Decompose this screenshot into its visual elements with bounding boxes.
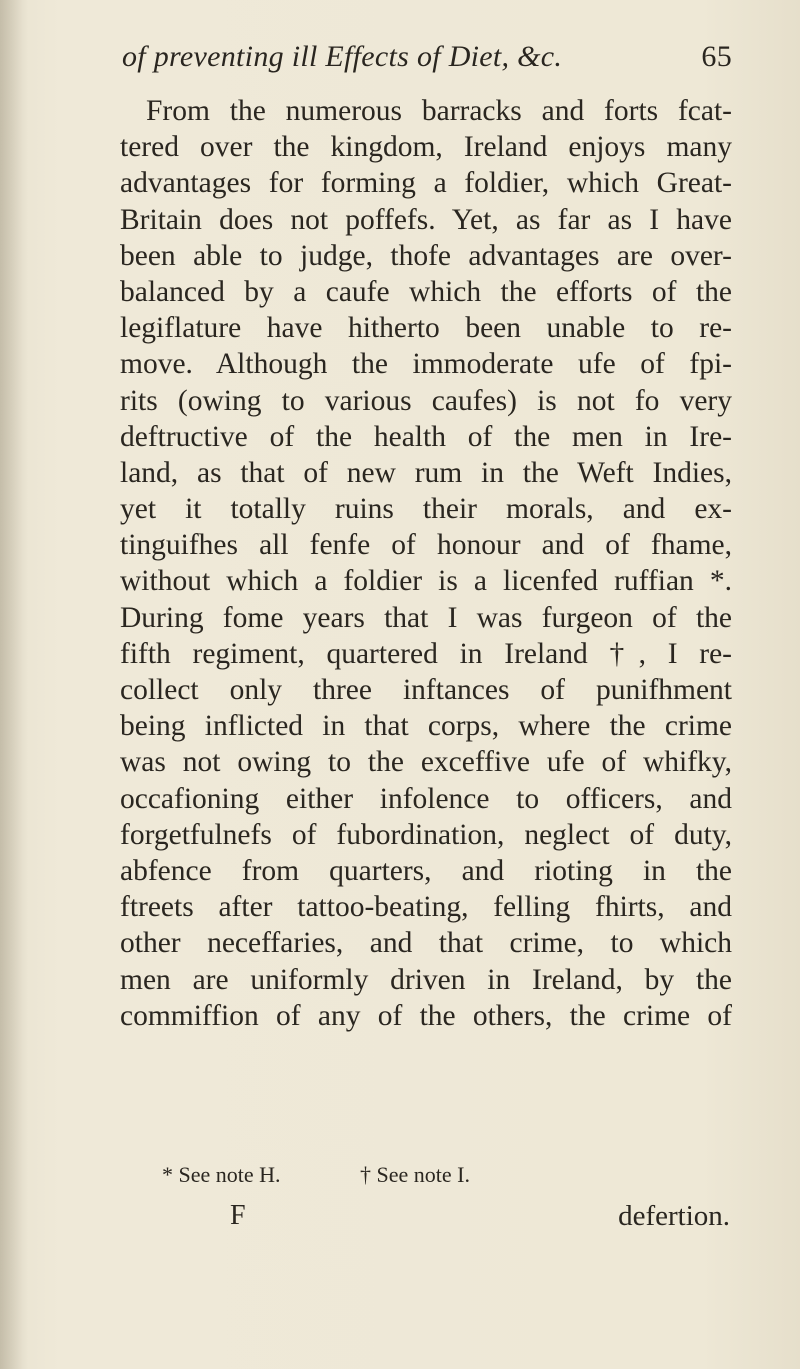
- footnote-i: † See note I.: [360, 1162, 470, 1187]
- text-line: fifth regiment, quartered in Ireland †, I re-: [120, 637, 732, 670]
- text-line: occafioning either infolence to officers, and: [120, 782, 732, 815]
- text-line: other neceffaries, and that crime, to which: [120, 927, 732, 960]
- text-line: without which a foldier is a licenfed ruffian *.: [120, 565, 732, 598]
- text-line: legiflature have hitherto been unable to re-: [120, 312, 732, 345]
- catchword: defertion.: [618, 1200, 730, 1232]
- footnote-h: * See note H.: [162, 1162, 281, 1187]
- text-line: tered over the kingdom, Ireland enjoys many: [120, 131, 732, 164]
- text-line: deftructive of the health of the men in Ire-: [120, 420, 732, 453]
- text-line: yet it totally ruins their morals, and ex-: [120, 493, 732, 526]
- text-line: land, as that of new rum in the Weft Indies,: [120, 456, 732, 489]
- text-line: men are uniformly driven in Ireland, by the: [120, 963, 732, 996]
- text-line: being inflicted in that corps, where the crime: [120, 710, 732, 743]
- gutter-shadow: [0, 0, 28, 1369]
- running-head: [122, 40, 732, 86]
- text-line: balanced by a caufe which the efforts of the: [120, 275, 732, 308]
- text-line: From the numerous barracks and forts fcat-: [146, 95, 732, 127]
- text-line: move. Although the immoderate ufe of fpi-: [120, 348, 732, 381]
- text-line: advantages for forming a foldier, which Great-: [120, 167, 732, 200]
- text-line: rits (owing to various caufes) is not fo very: [120, 384, 732, 417]
- text-line: collect only three inftances of punifhment: [120, 674, 732, 706]
- text-line: was not owing to the exceffive ufe of whifky,: [120, 746, 732, 779]
- text-line: During fome years that I was furgeon of the: [120, 601, 732, 634]
- body-text: [120, 93, 732, 1034]
- text-line: been able to judge, thofe advantages are over-: [120, 239, 732, 272]
- text-line: Britain does not poffefs. Yet, as far as I have: [120, 203, 732, 236]
- text-line: commiffion of any of the others, the crime of: [120, 999, 732, 1032]
- signature-mark: F: [230, 1200, 246, 1231]
- text-line: abfence from quarters, and rioting in the: [120, 854, 732, 887]
- running-head-title: of preventing ill Effects of Diet, &c.: [122, 40, 563, 73]
- text-line: forgetfulnefs of fubordination, neglect of duty,: [120, 818, 732, 851]
- text-line: tinguifhes all fenfe of honour and of fhame,: [120, 529, 732, 562]
- page-number: 65: [701, 40, 732, 73]
- text-line: ftreets after tattoo-beating, felling fhirts, and: [120, 891, 732, 924]
